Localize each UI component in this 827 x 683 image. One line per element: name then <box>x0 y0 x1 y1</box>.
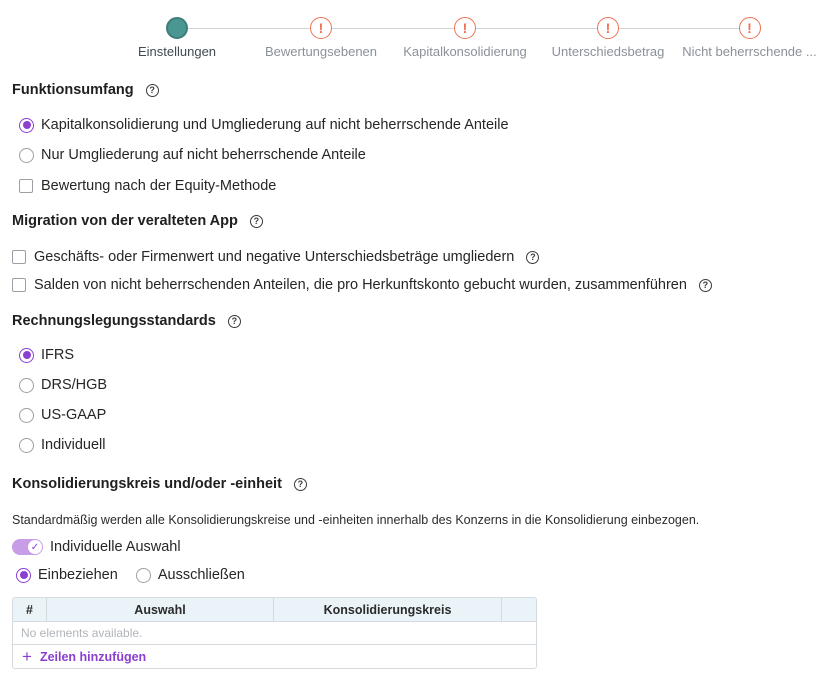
option-label: Salden von nicht beherrschenden Anteilen, die pro Herkunftskonto gebucht wurden, zusammenführen <box>34 277 687 293</box>
option-salden-zusammenfuehren[interactable] <box>12 277 712 293</box>
option-firmenwert-umgliedern[interactable] <box>12 249 539 265</box>
step-bewertungsebenen[interactable] <box>251 16 391 59</box>
mode-radio-group <box>16 567 245 583</box>
column-header-konsolidierungskreis[interactable]: Konsolidierungskreis <box>274 598 502 621</box>
option-drs-hgb[interactable] <box>19 377 107 393</box>
step-active-icon <box>166 17 188 39</box>
section-konsolidierungskreis-header <box>12 476 307 492</box>
checkbox[interactable] <box>19 179 33 193</box>
table-header <box>13 598 536 622</box>
step-label: Bewertungsebenen <box>264 44 378 59</box>
step-nicht-beherrschende[interactable] <box>682 16 817 59</box>
option-individuell[interactable] <box>19 437 106 453</box>
option-label: US-GAAP <box>41 407 107 423</box>
option-label: Einbeziehen <box>38 567 118 583</box>
warning-icon: ! <box>454 17 476 39</box>
option-label: Ausschließen <box>157 567 245 583</box>
column-header-number: # <box>13 598 47 621</box>
radio-einbeziehen[interactable] <box>16 568 31 583</box>
radio-button[interactable] <box>19 438 34 453</box>
option-nur-umgliederung[interactable] <box>19 147 366 163</box>
option-equity-methode[interactable] <box>19 178 276 194</box>
radio-button[interactable] <box>19 118 34 133</box>
option-label: Geschäfts- oder Firmenwert und negative Unterschiedsbeträge umgliedern <box>34 249 515 265</box>
help-icon[interactable]: ? <box>146 84 159 97</box>
checkbox[interactable] <box>12 250 26 264</box>
toggle-label: Individuelle Auswahl <box>50 539 181 555</box>
step-label: Nicht beherrschende ... <box>682 44 817 59</box>
section-heading: Konsolidierungskreis und/oder -einheit <box>12 476 282 492</box>
warning-icon: ! <box>310 17 332 39</box>
option-label: Nur Umgliederung auf nicht beherrschende Anteile <box>41 147 366 163</box>
selection-table <box>12 597 537 669</box>
warning-icon: ! <box>739 17 761 39</box>
section-heading: Rechnungslegungsstandards <box>12 313 216 329</box>
toggle-switch[interactable] <box>12 539 43 555</box>
step-einstellungen[interactable] <box>107 16 247 59</box>
help-icon[interactable]: ? <box>294 478 307 491</box>
option-label: IFRS <box>41 347 75 363</box>
column-header-auswahl[interactable]: Auswahl <box>47 598 274 621</box>
step-label: Unterschiedsbetrag <box>551 44 665 59</box>
section-heading: Migration von der veralteten App <box>12 213 238 229</box>
radio-button[interactable] <box>19 378 34 393</box>
option-ifrs[interactable] <box>19 347 74 363</box>
step-label: Einstellungen <box>137 44 217 59</box>
description-text: Standardmäßig werden alle Konsolidierungskreise und -einheiten innerhalb des Konzerns in die Konsolidierung einbezogen. <box>12 513 700 527</box>
option-label: Kapitalkonsolidierung und Umgliederung auf nicht beherrschende Anteile <box>41 117 509 133</box>
radio-button[interactable] <box>19 408 34 423</box>
option-us-gaap[interactable] <box>19 407 106 423</box>
warning-icon: ! <box>597 17 619 39</box>
checkbox[interactable] <box>12 278 26 292</box>
add-rows-button[interactable] <box>13 645 536 668</box>
individuelle-auswahl-toggle-row[interactable] <box>12 539 181 555</box>
section-funktionsumfang-header <box>12 82 159 98</box>
help-icon[interactable]: ? <box>250 215 263 228</box>
step-kapitalkonsolidierung[interactable] <box>395 16 535 59</box>
column-header-actions <box>502 598 536 621</box>
add-rows-label: Zeilen hinzufügen <box>39 649 147 664</box>
radio-button[interactable] <box>19 148 34 163</box>
radio-button[interactable] <box>19 348 34 363</box>
radio-ausschliessen[interactable] <box>136 568 151 583</box>
step-unterschiedsbetrag[interactable] <box>538 16 678 59</box>
table-empty-row: No elements available. <box>13 622 536 645</box>
option-label: Individuell <box>41 437 106 453</box>
help-icon[interactable]: ? <box>228 315 241 328</box>
help-icon[interactable]: ? <box>526 251 539 264</box>
option-label: Bewertung nach der Equity-Methode <box>41 178 277 194</box>
plus-icon: + <box>22 647 32 666</box>
option-kapitalkonsolidierung[interactable] <box>19 117 509 133</box>
option-label: DRS/HGB <box>41 377 108 393</box>
konsolidierungskreis-description <box>12 513 699 527</box>
help-icon[interactable]: ? <box>699 279 712 292</box>
section-heading: Funktionsumfang <box>12 82 134 98</box>
section-standards-header <box>12 313 241 329</box>
step-label: Kapitalkonsolidierung <box>403 44 527 59</box>
check-icon: ✓ <box>28 540 42 554</box>
section-migration-header <box>12 213 263 229</box>
stepper <box>130 16 827 60</box>
